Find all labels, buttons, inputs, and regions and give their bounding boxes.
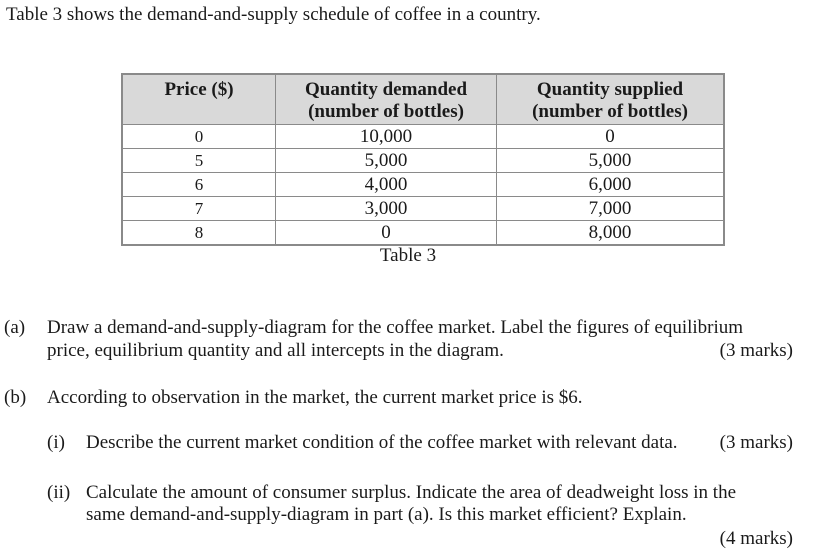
table-row [122,125,724,149]
cell-demanded: 10,000 [276,125,497,149]
intro-text: Table 3 shows the demand-and-supply schedule of coffee in a country. [6,4,541,25]
header-quantity-demanded [276,74,497,125]
question-b-ii-line1: Calculate the amount of consumer surplus. Indicate the area of deadweight loss in the [86,482,737,503]
cell-demanded: 5,000 [276,149,497,173]
question-a-line2-row [47,340,793,361]
header-quantity-supplied [497,74,725,125]
question-b-ii-label: (ii) [47,482,71,503]
question-b-i-text: Describe the current market condition of the coffee market with relevant data. [86,432,678,453]
cell-demanded: 4,000 [276,173,497,197]
question-b-i-marks: (3 marks) [719,432,793,453]
cell-supplied: 8,000 [497,221,725,246]
question-b-i-row [86,432,793,453]
cell-supplied: 5,000 [497,149,725,173]
table-header-row [122,74,724,125]
demand-supply-table [121,73,725,246]
cell-supplied: 7,000 [497,197,725,221]
question-a-label: (a) [4,317,26,338]
cell-demanded: 3,000 [276,197,497,221]
cell-price: 6 [122,173,276,197]
header-price: Price ($) [122,74,276,125]
cell-supplied: 6,000 [497,173,725,197]
table-row [122,221,724,246]
question-b-ii-marks: (4 marks) [719,528,793,549]
table-row [122,197,724,221]
header-supplied-line1: Quantity supplied [536,79,684,100]
question-b-ii-line2: same demand-and-supply-diagram in part (a). Is this market efficient? Explain. [86,504,687,525]
question-b-label: (b) [4,387,27,408]
header-supplied-line2: (number of bottles) [532,101,688,122]
question-a-line2: price, equilibrium quantity and all intercepts in the diagram. [47,340,504,361]
header-demanded-line2: (number of bottles) [308,101,464,122]
cell-price: 7 [122,197,276,221]
cell-price: 5 [122,149,276,173]
cell-price: 8 [122,221,276,246]
cell-price: 0 [122,125,276,149]
question-a-line1: Draw a demand-and-supply-diagram for the coffee market. Label the figures of equilibrium [47,317,744,338]
cell-supplied: 0 [497,125,725,149]
header-demanded-line1: Quantity demanded [304,79,468,100]
table-row [122,149,724,173]
question-b-text: According to observation in the market, the current market price is $6. [47,387,583,408]
question-b-i-label: (i) [47,432,65,453]
question-a-marks: (3 marks) [719,340,793,361]
table-row [122,173,724,197]
cell-demanded: 0 [276,221,497,246]
table-caption: Table 3 [379,245,437,266]
